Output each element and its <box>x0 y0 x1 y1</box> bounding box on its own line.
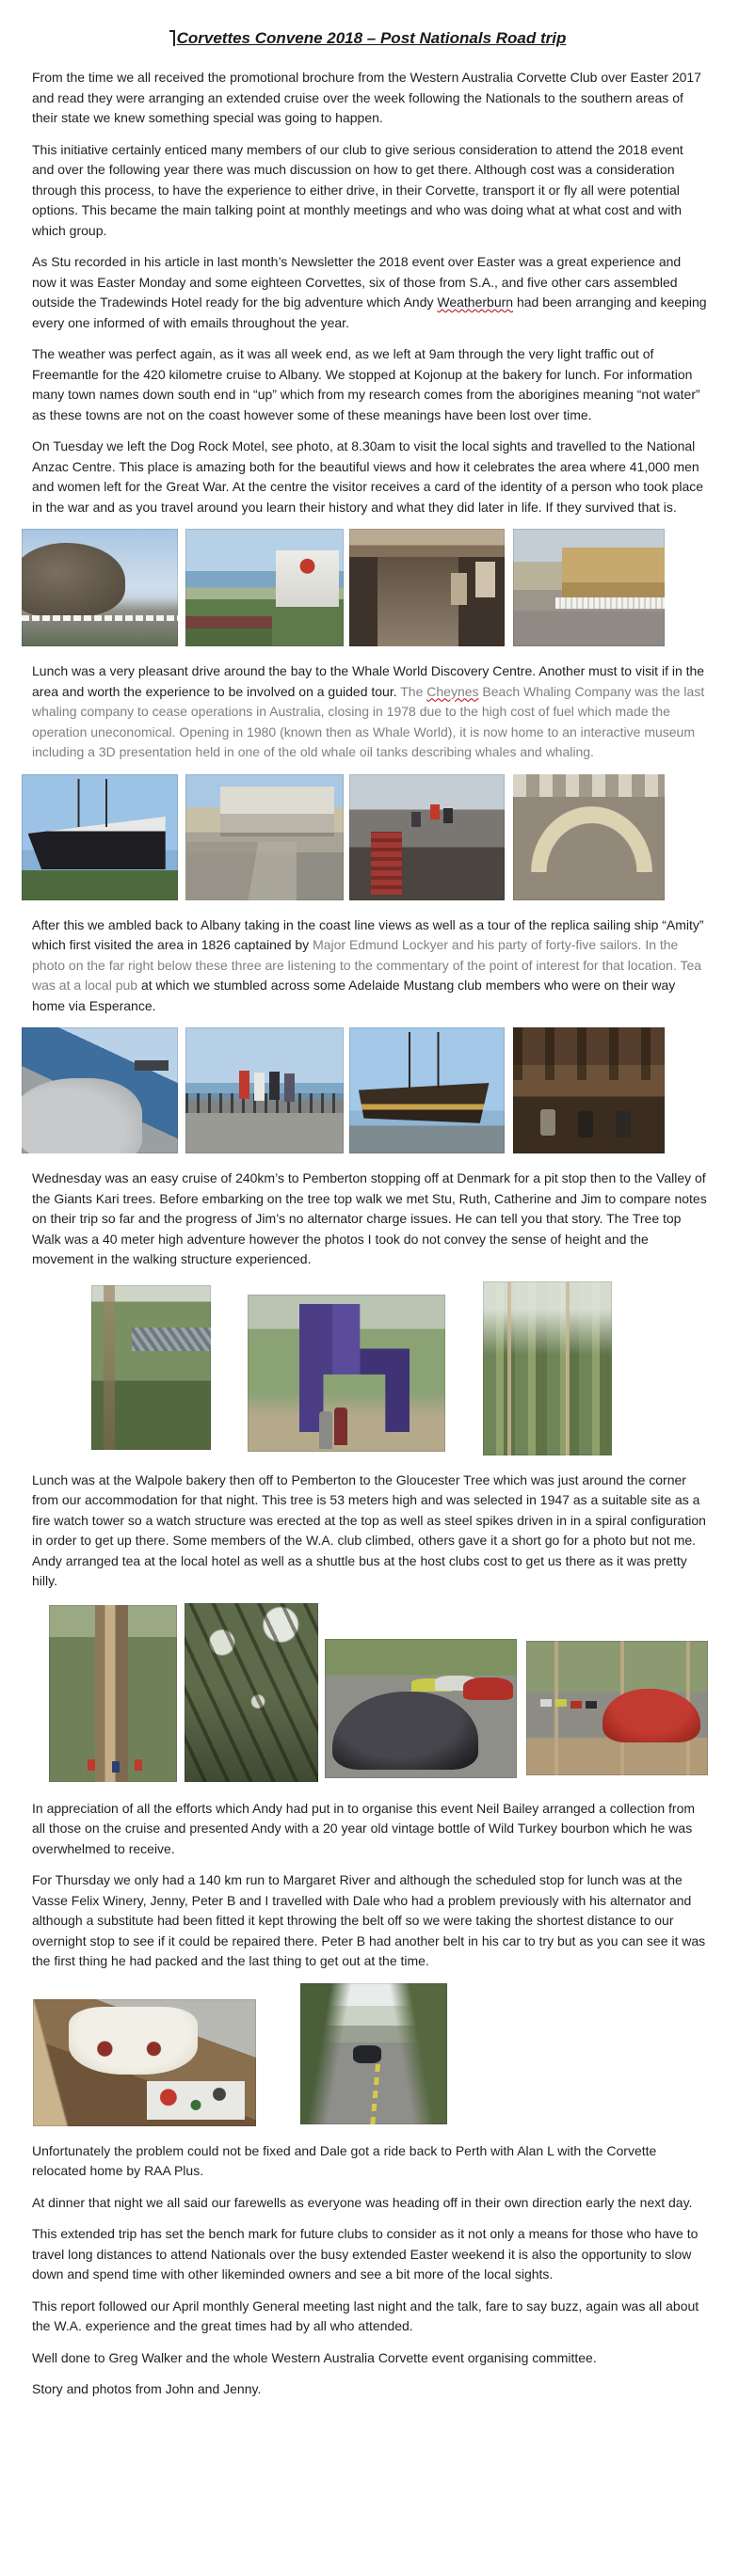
title-text: Corvettes Convene 2018 – Post Nationals Road trip <box>176 29 567 47</box>
paragraph-benchmark <box>32 2224 707 2285</box>
photo-row-coast-amity <box>32 1027 707 1153</box>
photo-road-dashcam <box>300 1983 447 2124</box>
text-run: This initiative certainly enticed many members of our club to give serious consideration to attend the 2018 event and over the following year there was much discussion on how to get there. Although cost was a consideration through this process, to have the experience to either drive, in their Corvette, transport it or fly all were potential options. This became the main talking point at monthly meetings and who was doing what at what cost and with which group. <box>32 141 683 238</box>
photo-row-gloucester <box>32 1603 707 1784</box>
photo-lookout-group <box>185 1027 344 1153</box>
photo-gloucester-trunk <box>49 1605 177 1782</box>
photo-row-breakdown <box>32 1983 707 2126</box>
photo-discovery-centre <box>248 1295 445 1452</box>
paragraph-amity <box>32 915 707 1017</box>
text-run: Well done to Greg Walker and the whole Western Australia Corvette event organising committee. <box>32 2349 597 2365</box>
text-run: The weather was perfect again, as it was all week end, as we left at 9am through the very light traffic out of Freemantle for the 420 kilometre cruise to Albany. We stopped at Kojonup at the bakery for lunch. For information many town names down south end in “up” which from my research comes from the aborigines meaning “not water” as these towns are not on the coast however some of these meanings have been lost over time. <box>32 346 700 422</box>
paragraph-initiative <box>32 140 707 242</box>
photo-row-treetop-walk <box>32 1281 707 1455</box>
photo-whaling-station <box>185 774 344 900</box>
paragraph-weather <box>32 344 707 425</box>
photo-anzac-corridor <box>349 529 505 646</box>
photo-black-corvette <box>325 1639 517 1778</box>
text-run: In appreciation of all the efforts which Andy had put in to organise this event Neil Bailey arranged a collection from all those on the cruise and presented Andy with a 20 year old vintage bottle of Wild Turkey bourbon which he was overwhelmed to receive. <box>32 1800 696 1856</box>
paragraph-thursday <box>32 1870 707 1972</box>
photo-row-whale-world <box>32 774 707 900</box>
text-run: As Stu recorded in his article in last month’s Newsletter the 2018 event over Easter was a great experience and now it was Easter Monday and some eighteen Corvettes, six of those from S.A., and five other cars assembled outside the Tradewinds Hotel ready for the big adventure which Andy <box>32 254 682 310</box>
photo-albany-street <box>513 529 665 646</box>
inserted-text-run: The <box>400 683 427 699</box>
text-run: Unfortunately the problem could not be fixed and Dale got a ride back to Perth with Alan L with the Corvette relocated home by RAA Plus. <box>32 2142 657 2178</box>
text-cursor-icon <box>173 30 175 46</box>
paragraph-pemberton <box>32 1169 707 1270</box>
text-run: Story and photos from John and Jenny. <box>32 2381 262 2396</box>
photo-tree-canopy <box>185 1603 318 1782</box>
text-run: From the time we all received the promotional brochure from the Western Australia Corvette Club over Easter 2017 and read they were arranging an extended cruise over the week following the Nationals to the southern areas of their state we knew something special was going to happen. <box>32 70 701 125</box>
paragraph-brochure <box>32 68 707 129</box>
photo-row-albany-sights <box>32 529 707 646</box>
photo-treetop-walk <box>91 1285 211 1450</box>
text-run: had been arranging and keeping every one informed of with emails throughout the year. <box>32 294 707 330</box>
photo-coastal-rocks <box>22 1027 178 1153</box>
photo-red-corvette <box>526 1641 708 1775</box>
paragraph-anzac-centre <box>32 437 707 517</box>
inserted-text-run: Beach Whaling Company was the last whaling company to cease operations in Australia, closing in 1978 due to the high cost of fuel which made the operation uneconomical. Opening in 1980 (known then as Whale World), it is now home to an interactive museum including a 3D presentation held in one of the old whale oil tanks describing whales and whaling. <box>32 683 705 759</box>
photo-ship-deck <box>349 774 505 900</box>
text-run: At dinner that night we all said our farewells as everyone was heading off in their own direction early the next day. <box>32 2194 693 2210</box>
paragraph-gloucester-tree <box>32 1471 707 1592</box>
paragraph-meeting <box>32 2297 707 2337</box>
paragraph-well-done <box>32 2348 707 2369</box>
text-run: Wednesday was an easy cruise of 240km’s to Pemberton stopping off at Denmark for a pit stop then to the Valley of the Giants Kari trees. Before embarking on the tree top walk we met Stu, Ruth, Catherine and Jim to compare notes on their trip so far and the progress of Jim’s no alternator charge issues. He can tell you that story. The Tree top Walk was a 40 meter high adventure however the photos I took do not convey the sense of height and the movement in the walking structure experienced. <box>32 1170 707 1266</box>
paragraph-whale-world <box>32 661 707 763</box>
text-run: Lunch was at the Walpole bakery then off to Pemberton to the Gloucester Tree which was just around the corner from our accommodation for that night. This tree is 53 meters high and was selected in 1947 as a suitable site as a fire watch tower so a watch structure was erected at the top as well as steel spikes driven in in a spiral configuration in order to get up there. Some members of the W.A. club climbed, others gave it a short go for a photo but not me. Andy arranged tea at the local hotel as well as a shuttle bus at the host clubs cost to get us there as it was pretty hilly. <box>32 1471 706 1588</box>
photo-inside-hull <box>513 1027 665 1153</box>
photo-dog-rock <box>22 529 178 646</box>
paragraph-raa <box>32 2141 707 2182</box>
photo-lookout-view <box>185 529 344 646</box>
misspelled-word-weatherburn: Weatherburn <box>437 294 514 310</box>
photo-whale-skeleton <box>513 774 665 900</box>
photo-amity-ship <box>349 1027 505 1153</box>
text-run: This report followed our April monthly General meeting last night and the talk, fare to say buzz, again was all about the W.A. experience and the great times had by all who attended. <box>32 2298 699 2333</box>
misspelled-word-cheynes: Cheynes <box>426 683 479 699</box>
photo-corvette-repair <box>33 1999 256 2126</box>
paragraph-credits <box>32 2379 707 2400</box>
text-run: For Thursday we only had a 140 km run to Margaret River and although the scheduled stop for lunch was at the Vasse Felix Winery, Jenny, Peter B and I travelled with Dale who had a problem previously with his alternator and although a substitute had been fitted it kept throwing the belt off so we were taking the shortest distance to our overnight stop to see if it could be repaired there. Peter B had another belt in his car to try but as you can see it was the first thing he had packed and the last thing to get out at the time. <box>32 1872 706 1968</box>
text-run: On Tuesday we left the Dog Rock Motel, see photo, at 8.30am to visit the local sights and travelled to the National Anzac Centre. This place is amazing both for the beautiful views and how it celebrates the area where 41,000 men and women left for the Great War. At the centre the visitor receives a card of the identity of a person who took place in the war and as you travel around you learn their history and what they did later in life. If they survived that is. <box>32 438 704 515</box>
text-run: Lunch was a very pleasant drive around the bay to the Whale World Discovery Centre. Another must to visit if in the area and worth the experience to be involved on a guided tour. <box>32 663 705 699</box>
paragraph-easter-monday <box>32 252 707 333</box>
photo-karri-forest <box>483 1281 612 1455</box>
text-run: This extended trip has set the bench mark for future clubs to consider as it not only a means for those who have to travel long distances to attend Nationals over the busy extended Easter weekend it is also the opportunity to slow down and spend time with other likeminded owners and see a bit more of the local sights. <box>32 2226 699 2282</box>
page-title <box>32 26 707 51</box>
text-run: After this we ambled back to Albany taking in the coast line views as well as a tour of the replica sailing ship “Amity” which first visited the area in 1826 captained by <box>32 916 704 952</box>
inserted-text-run: Major Edmund Lockyer and his party of forty-five sailors. In the photo on the far right below these three are listening to the commentary of the point of interest for that location. Tea was at a local pub <box>32 937 702 993</box>
paragraph-presentation <box>32 1799 707 1860</box>
text-run: at which we stumbled across some Adelaide Mustang club members who were on their way home via Esperance. <box>32 978 676 1013</box>
photo-cheynes-ship <box>22 774 178 900</box>
paragraph-farewells <box>32 2193 707 2214</box>
